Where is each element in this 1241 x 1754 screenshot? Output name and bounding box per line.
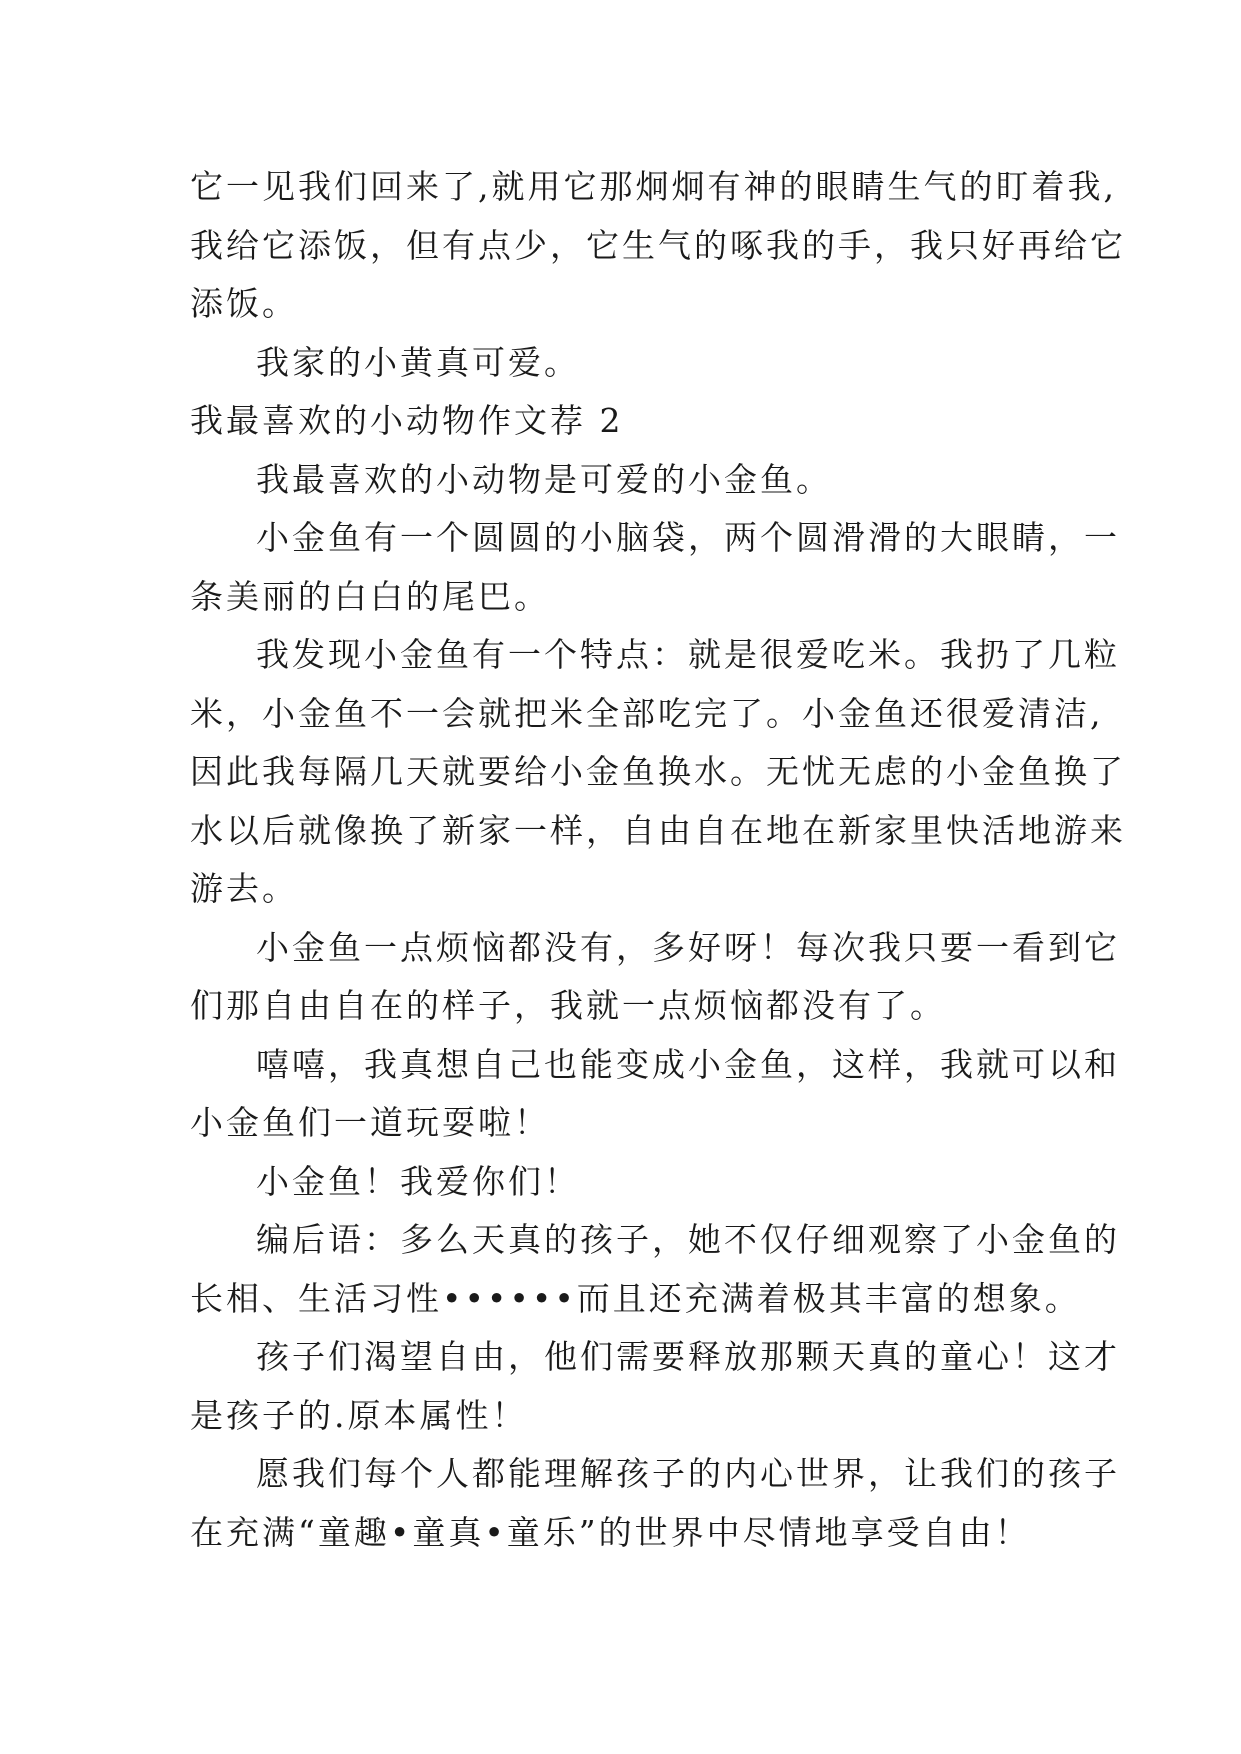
text-line: 小金鱼一点烦恼都没有，多好呀！每次我只要一看到它: [256, 927, 1120, 967]
text-line: 我发现小金鱼有一个特点：就是很爱吃米。我扔了几粒: [256, 635, 1120, 674]
text-line: 编后语：多么天真的孩子，她不仅仔细观察了小金鱼的: [256, 1220, 1120, 1259]
text-line: 们那自由自在的样子，我就一点烦恼都没有了。: [190, 986, 946, 1025]
text-line: 愿我们每个人都能理解孩子的内心世界，让我们的孩子: [256, 1454, 1120, 1493]
text-line: 我最喜欢的小动物是可爱的小金鱼。: [256, 459, 832, 499]
text-line: 嘻嘻，我真想自己也能变成小金鱼，这样，我就可以和: [256, 1044, 1120, 1084]
text-line: 米，小金鱼不一会就把米全部吃完了。小金鱼还很爱清洁,: [190, 693, 1104, 733]
text-line: 是孩子的.原本属性！: [190, 1395, 528, 1435]
text-line: 因此我每隔几天就要给小金鱼换水。无忧无虑的小金鱼换了: [190, 752, 1126, 791]
text-line: 小金鱼！我爱你们！: [256, 1161, 580, 1201]
article-body: [190, 158, 1126, 1562]
text-line: 孩子们渴望自由，他们需要释放那颗天真的童心！这才: [256, 1337, 1120, 1376]
text-line: 它一见我们回来了,就用它那炯炯有神的眼睛生气的盯着我,: [190, 167, 1117, 206]
text-line: 水以后就像换了新家一样，自由自在地在新家里快活地游来: [190, 810, 1126, 850]
text-line: 小金鱼有一个圆圆的小脑袋，两个圆滑滑的大眼睛，一: [256, 518, 1120, 557]
text-line: 小金鱼们一道玩耍啦！: [190, 1103, 550, 1142]
text-line: 我家的小黄真可爱。: [256, 342, 580, 382]
text-line: 添饭。: [190, 284, 298, 323]
text-line: 我给它添饭，但有点少，它生气的啄我的手，我只好再给它: [190, 225, 1126, 265]
text-line: 条美丽的白白的尾巴。: [190, 576, 550, 616]
text-line: 在充满“童趣•童真•童乐”的世界中尽情地享受自由！: [190, 1512, 1031, 1552]
text-line: 长相、生活习性••••••而且还充满着极其丰富的想象。: [190, 1278, 1081, 1318]
section-title: 我最喜欢的小动物作文荐 2: [190, 401, 624, 440]
text-line: 游去。: [190, 869, 298, 908]
